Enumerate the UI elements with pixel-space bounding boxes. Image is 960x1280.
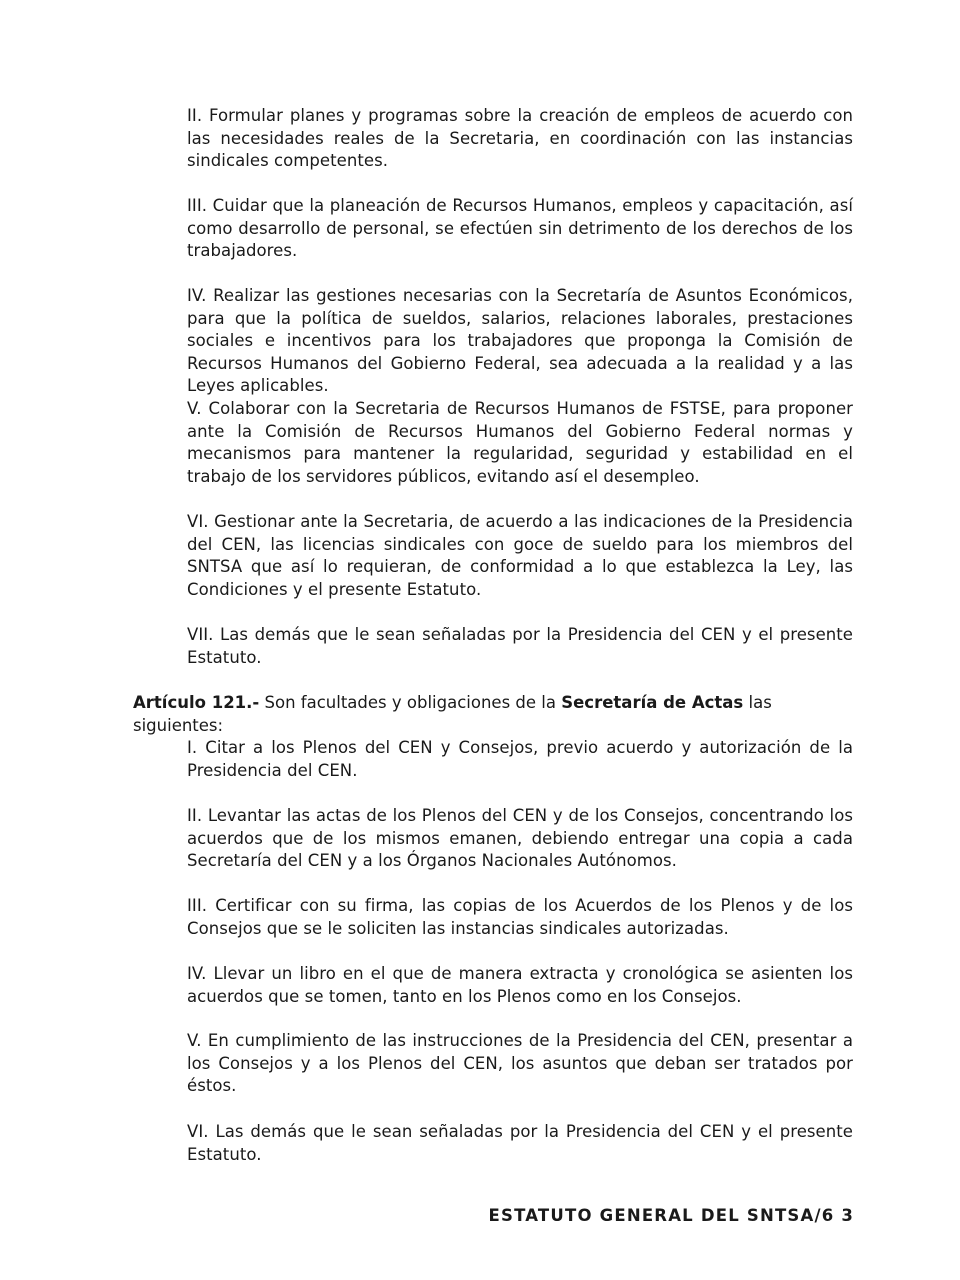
actas-clause-ii-minutes: II. Levantar las actas de los Plenos del CEN y de los Consejos, concentrando los acuerdos que de los mismos emanen, debiendo entregar una copia a cada Secretaría del CEN y a los Órganos Nacionales Autónomos. xyxy=(187,806,853,871)
article-number: Artículo 121.- xyxy=(133,693,260,712)
clause-v-fstse-collaboration: V. Colaborar con la Secretaria de Recursos Humanos de FSTSE, para proponer ante la Comisión de Recursos Humanos del Gobierno Federal normas y mecanismos para mantener la regularidad, seguridad y estabilidad en el trabajo de los servidores públicos, evitando así el desempleo. xyxy=(187,399,853,486)
article-intro-text: Son facultades y obligaciones de la xyxy=(259,693,562,712)
article-121-heading xyxy=(133,692,853,737)
actas-clause-i-summon: I. Citar a los Plenos del CEN y Consejos, previo acuerdo y autorización de la Presidencia del CEN. xyxy=(187,738,853,780)
actas-clause-v-present-matters: V. En cumplimiento de las instrucciones de la Presidencia del CEN, presentar a los Consejos y a los Plenos del CEN, los asuntos que deban ser tratados por éstos. xyxy=(187,1031,853,1096)
actas-clause-iii-certify: III. Certificar con su firma, las copias de los Acuerdos de los Plenos y de los Consejos que se le soliciten las instancias sindicales autorizadas. xyxy=(187,896,853,938)
article-closing-text: las siguientes: xyxy=(133,693,772,735)
clause-ii-employment-plans: II. Formular planes y programas sobre la creación de empleos de acuerdo con las necesidades reales de la Secretaria, en coordinación con las instancias sindicales competentes. xyxy=(187,106,853,171)
actas-clause-vi-other-duties: VI. Las demás que le sean señaladas por la Presidencia del CEN y el presente Estatuto. xyxy=(187,1122,853,1164)
clause-iv-economic-affairs: IV. Realizar las gestiones necesarias con la Secretaría de Asuntos Económicos, para que la política de sueldos, salarios, relaciones laborales, prestaciones sociales e incentivos para los trabajadores que proponga la Comisión de Recursos Humanos del Gobierno Federal, sea adecuada a la realidad y a las Leyes aplicables. xyxy=(187,286,853,396)
page-footer: ESTATUTO GENERAL DEL SNTSA/6 3 xyxy=(488,1206,854,1225)
clause-iii-hr-planning: III. Cuidar que la planeación de Recursos Humanos, empleos y capacitación, así como desarrollo de personal, se efectúen sin detrimento de los derechos de los trabajadores. xyxy=(187,196,853,261)
actas-clause-iv-record-book: IV. Llevar un libro en el que de manera extracta y cronológica se asienten los acuerdos que se tomen, tanto en los Plenos como en los Consejos. xyxy=(187,964,853,1006)
article-secretariat-name: Secretaría de Actas xyxy=(561,693,744,712)
clause-vi-union-licenses: VI. Gestionar ante la Secretaria, de acuerdo a las indicaciones de la Presidencia del CEN, las licencias sindicales con goce de sueldo para los miembros del SNTSA que así lo requieran, de conformidad a lo que establezca la Ley, las Condiciones y el presente Estatuto. xyxy=(187,512,853,599)
clause-vii-other-duties: VII. Las demás que le sean señaladas por la Presidencia del CEN y el presente Estatuto. xyxy=(187,625,853,667)
